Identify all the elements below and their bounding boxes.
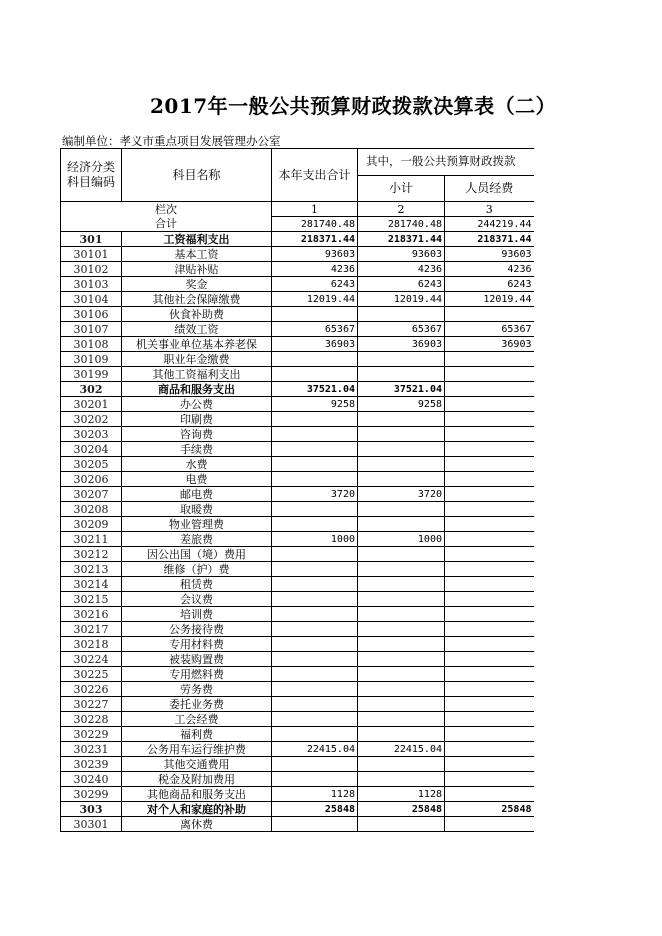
row-personnel bbox=[445, 637, 534, 652]
row-personnel: 36903 bbox=[445, 337, 534, 352]
row-personnel bbox=[445, 427, 534, 442]
row-personnel bbox=[445, 502, 534, 517]
row-total: 1128 bbox=[272, 787, 358, 802]
row-name: 其他工资福利支出 bbox=[122, 367, 272, 382]
row-code: 30212 bbox=[61, 547, 122, 562]
table-row bbox=[61, 352, 534, 367]
row-name: 机关事业单位基本养老保 bbox=[122, 337, 272, 352]
row-code: 30224 bbox=[61, 652, 122, 667]
row-code: 30229 bbox=[61, 727, 122, 742]
row-total bbox=[272, 622, 358, 637]
row-personnel bbox=[445, 307, 534, 322]
row-total: 9258 bbox=[272, 397, 358, 412]
index-label: 栏次 bbox=[61, 202, 272, 217]
row-total: 25848 bbox=[272, 802, 358, 817]
row-name: 取暖费 bbox=[122, 502, 272, 517]
row-personnel: 4236 bbox=[445, 262, 534, 277]
row-personnel bbox=[445, 757, 534, 772]
row-personnel bbox=[445, 817, 534, 832]
row-name: 基本工资 bbox=[122, 247, 272, 262]
row-subtotal bbox=[358, 637, 445, 652]
row-subtotal: 9258 bbox=[358, 397, 445, 412]
report-title: 2017年一般公共预算财政拨款决算表（二） bbox=[150, 94, 557, 118]
row-subtotal bbox=[358, 757, 445, 772]
table-row bbox=[61, 667, 534, 682]
row-personnel bbox=[445, 667, 534, 682]
header-personnel: 人员经费 bbox=[445, 175, 534, 202]
table-row bbox=[61, 337, 534, 352]
row-code: 302 bbox=[61, 382, 122, 397]
row-personnel bbox=[445, 682, 534, 697]
table-row bbox=[61, 247, 534, 262]
index-col-3: 3 bbox=[445, 202, 534, 217]
table-row bbox=[61, 502, 534, 517]
row-code: 30202 bbox=[61, 412, 122, 427]
row-total bbox=[272, 712, 358, 727]
table-row bbox=[61, 787, 534, 802]
row-name: 专用燃料费 bbox=[122, 667, 272, 682]
row-code: 30209 bbox=[61, 517, 122, 532]
row-total bbox=[272, 547, 358, 562]
row-code: 30217 bbox=[61, 622, 122, 637]
row-personnel bbox=[445, 697, 534, 712]
row-subtotal bbox=[358, 457, 445, 472]
row-total bbox=[272, 817, 358, 832]
row-total bbox=[272, 757, 358, 772]
table-row bbox=[61, 367, 534, 382]
row-name: 职业年金缴费 bbox=[122, 352, 272, 367]
row-personnel bbox=[445, 532, 534, 547]
row-personnel bbox=[445, 592, 534, 607]
row-personnel bbox=[445, 412, 534, 427]
row-subtotal bbox=[358, 502, 445, 517]
row-personnel bbox=[445, 772, 534, 787]
row-subtotal: 25848 bbox=[358, 802, 445, 817]
row-subtotal bbox=[358, 697, 445, 712]
row-subtotal bbox=[358, 712, 445, 727]
row-subtotal bbox=[358, 427, 445, 442]
table-row bbox=[61, 487, 534, 502]
row-code: 30106 bbox=[61, 307, 122, 322]
row-subtotal bbox=[358, 472, 445, 487]
row-name: 税金及附加费用 bbox=[122, 772, 272, 787]
table-row bbox=[61, 607, 534, 622]
row-name: 津贴补贴 bbox=[122, 262, 272, 277]
table-row bbox=[61, 652, 534, 667]
row-code: 30104 bbox=[61, 292, 122, 307]
row-code: 30215 bbox=[61, 592, 122, 607]
header-row-1 bbox=[61, 149, 534, 176]
row-subtotal bbox=[358, 412, 445, 427]
row-personnel bbox=[445, 727, 534, 742]
row-subtotal: 4236 bbox=[358, 262, 445, 277]
sum-subtotal: 281740.48 bbox=[358, 217, 445, 232]
row-personnel: 6243 bbox=[445, 277, 534, 292]
header-group: 其中，一般公共预算财政拨款 bbox=[358, 149, 534, 176]
row-code: 30103 bbox=[61, 277, 122, 292]
row-total: 1000 bbox=[272, 532, 358, 547]
row-code: 30225 bbox=[61, 667, 122, 682]
row-subtotal bbox=[358, 682, 445, 697]
row-subtotal: 1000 bbox=[358, 532, 445, 547]
row-personnel bbox=[445, 367, 534, 382]
header-subtotal: 小计 bbox=[358, 175, 445, 202]
row-total bbox=[272, 352, 358, 367]
row-subtotal bbox=[358, 667, 445, 682]
row-name: 离休费 bbox=[122, 817, 272, 832]
row-code: 30205 bbox=[61, 457, 122, 472]
index-row bbox=[61, 202, 534, 217]
sum-row bbox=[61, 217, 534, 232]
row-total: 12019.44 bbox=[272, 292, 358, 307]
table-row bbox=[61, 427, 534, 442]
row-total: 36903 bbox=[272, 337, 358, 352]
row-personnel bbox=[445, 622, 534, 637]
row-code: 30207 bbox=[61, 487, 122, 502]
table-row bbox=[61, 292, 534, 307]
index-col-2: 2 bbox=[358, 202, 445, 217]
row-code: 30203 bbox=[61, 427, 122, 442]
sum-personnel: 244219.44 bbox=[445, 217, 534, 232]
table-row bbox=[61, 547, 534, 562]
row-code: 30109 bbox=[61, 352, 122, 367]
row-code: 301 bbox=[61, 232, 122, 247]
row-name: 维修（护）费 bbox=[122, 562, 272, 577]
row-name: 劳务费 bbox=[122, 682, 272, 697]
row-subtotal: 37521.04 bbox=[358, 382, 445, 397]
header-code: 经济分类 科目编码 bbox=[61, 149, 122, 202]
row-code: 30218 bbox=[61, 637, 122, 652]
table-row bbox=[61, 637, 534, 652]
row-personnel bbox=[445, 382, 534, 397]
row-total bbox=[272, 652, 358, 667]
table-row bbox=[61, 682, 534, 697]
row-subtotal bbox=[358, 772, 445, 787]
row-total bbox=[272, 772, 358, 787]
row-code: 30240 bbox=[61, 772, 122, 787]
table-row bbox=[61, 277, 534, 292]
row-name: 福利费 bbox=[122, 727, 272, 742]
row-total: 6243 bbox=[272, 277, 358, 292]
row-name: 专用材料费 bbox=[122, 637, 272, 652]
row-code: 30231 bbox=[61, 742, 122, 757]
row-personnel: 65367 bbox=[445, 322, 534, 337]
row-total bbox=[272, 307, 358, 322]
row-name: 因公出国（境）费用 bbox=[122, 547, 272, 562]
row-total bbox=[272, 607, 358, 622]
row-total bbox=[272, 727, 358, 742]
row-personnel bbox=[445, 787, 534, 802]
row-personnel bbox=[445, 577, 534, 592]
row-code: 30226 bbox=[61, 682, 122, 697]
row-name: 水费 bbox=[122, 457, 272, 472]
row-personnel bbox=[445, 442, 534, 457]
table-row bbox=[61, 697, 534, 712]
table-row bbox=[61, 472, 534, 487]
row-subtotal: 22415.04 bbox=[358, 742, 445, 757]
table-row bbox=[61, 757, 534, 772]
row-code: 30214 bbox=[61, 577, 122, 592]
row-name: 绩效工资 bbox=[122, 322, 272, 337]
row-name: 其他商品和服务支出 bbox=[122, 787, 272, 802]
row-personnel bbox=[445, 547, 534, 562]
row-subtotal bbox=[358, 607, 445, 622]
row-total bbox=[272, 502, 358, 517]
row-subtotal bbox=[358, 307, 445, 322]
row-subtotal: 36903 bbox=[358, 337, 445, 352]
row-subtotal bbox=[358, 592, 445, 607]
row-subtotal bbox=[358, 517, 445, 532]
table-row bbox=[61, 322, 534, 337]
row-code: 30201 bbox=[61, 397, 122, 412]
table-row bbox=[61, 772, 534, 787]
row-name: 其他交通费用 bbox=[122, 757, 272, 772]
row-name: 会议费 bbox=[122, 592, 272, 607]
row-personnel bbox=[445, 397, 534, 412]
row-name: 公务接待费 bbox=[122, 622, 272, 637]
row-code: 30102 bbox=[61, 262, 122, 277]
row-subtotal bbox=[358, 562, 445, 577]
row-name: 商品和服务支出 bbox=[122, 382, 272, 397]
row-code: 30299 bbox=[61, 787, 122, 802]
row-code: 30239 bbox=[61, 757, 122, 772]
row-subtotal: 6243 bbox=[358, 277, 445, 292]
row-name: 伙食补助费 bbox=[122, 307, 272, 322]
row-total: 93603 bbox=[272, 247, 358, 262]
row-subtotal bbox=[358, 622, 445, 637]
sum-label: 合计 bbox=[61, 217, 272, 232]
row-name: 邮电费 bbox=[122, 487, 272, 502]
row-personnel bbox=[445, 472, 534, 487]
row-total bbox=[272, 472, 358, 487]
row-total bbox=[272, 457, 358, 472]
row-subtotal bbox=[358, 652, 445, 667]
row-personnel: 12019.44 bbox=[445, 292, 534, 307]
table-row bbox=[61, 442, 534, 457]
row-code: 30227 bbox=[61, 697, 122, 712]
row-total: 4236 bbox=[272, 262, 358, 277]
row-name: 培训费 bbox=[122, 607, 272, 622]
table-row bbox=[61, 382, 534, 397]
row-subtotal bbox=[358, 577, 445, 592]
row-total bbox=[272, 697, 358, 712]
row-name: 办公费 bbox=[122, 397, 272, 412]
row-total bbox=[272, 427, 358, 442]
row-personnel bbox=[445, 607, 534, 622]
row-subtotal bbox=[358, 352, 445, 367]
table-row bbox=[61, 457, 534, 472]
row-name: 公务用车运行维护费 bbox=[122, 742, 272, 757]
row-total: 37521.04 bbox=[272, 382, 358, 397]
table-row bbox=[61, 397, 534, 412]
table-row bbox=[61, 727, 534, 742]
row-total: 65367 bbox=[272, 322, 358, 337]
row-code: 30213 bbox=[61, 562, 122, 577]
row-name: 被装购置费 bbox=[122, 652, 272, 667]
compiling-unit-label: 编制单位：孝义市重点项目发展管理办公室 bbox=[62, 134, 281, 148]
table-row bbox=[61, 412, 534, 427]
budget-table bbox=[60, 148, 534, 832]
row-personnel bbox=[445, 712, 534, 727]
row-personnel bbox=[445, 487, 534, 502]
row-personnel: 218371.44 bbox=[445, 232, 534, 247]
table-row bbox=[61, 262, 534, 277]
row-name: 委托业务费 bbox=[122, 697, 272, 712]
row-subtotal bbox=[358, 367, 445, 382]
row-name: 手续费 bbox=[122, 442, 272, 457]
row-code: 30216 bbox=[61, 607, 122, 622]
row-personnel: 25848 bbox=[445, 802, 534, 817]
header-total: 本年支出合计 bbox=[272, 149, 358, 202]
table-row bbox=[61, 742, 534, 757]
row-total bbox=[272, 517, 358, 532]
row-name: 物业管理费 bbox=[122, 517, 272, 532]
row-code: 30206 bbox=[61, 472, 122, 487]
row-subtotal bbox=[358, 817, 445, 832]
row-code: 30107 bbox=[61, 322, 122, 337]
row-total bbox=[272, 637, 358, 652]
row-subtotal: 1128 bbox=[358, 787, 445, 802]
row-code: 30199 bbox=[61, 367, 122, 382]
row-code: 30301 bbox=[61, 817, 122, 832]
row-subtotal: 12019.44 bbox=[358, 292, 445, 307]
table-row bbox=[61, 562, 534, 577]
row-personnel bbox=[445, 652, 534, 667]
row-code: 30101 bbox=[61, 247, 122, 262]
row-subtotal: 218371.44 bbox=[358, 232, 445, 247]
row-name: 工会经费 bbox=[122, 712, 272, 727]
table-row bbox=[61, 307, 534, 322]
row-total bbox=[272, 562, 358, 577]
table-row bbox=[61, 802, 534, 817]
row-personnel bbox=[445, 457, 534, 472]
row-personnel bbox=[445, 742, 534, 757]
row-name: 印刷费 bbox=[122, 412, 272, 427]
row-code: 30108 bbox=[61, 337, 122, 352]
table-row bbox=[61, 577, 534, 592]
row-name: 奖金 bbox=[122, 277, 272, 292]
row-subtotal: 93603 bbox=[358, 247, 445, 262]
row-code: 30204 bbox=[61, 442, 122, 457]
row-total bbox=[272, 577, 358, 592]
sum-total: 281740.48 bbox=[272, 217, 358, 232]
row-code: 30228 bbox=[61, 712, 122, 727]
row-code: 303 bbox=[61, 802, 122, 817]
row-code: 30208 bbox=[61, 502, 122, 517]
row-total bbox=[272, 667, 358, 682]
row-subtotal bbox=[358, 727, 445, 742]
row-name: 差旅费 bbox=[122, 532, 272, 547]
row-total: 3720 bbox=[272, 487, 358, 502]
row-total bbox=[272, 592, 358, 607]
table-row bbox=[61, 232, 534, 247]
row-personnel bbox=[445, 562, 534, 577]
table-row bbox=[61, 532, 534, 547]
row-name: 咨询费 bbox=[122, 427, 272, 442]
row-personnel bbox=[445, 517, 534, 532]
row-subtotal: 3720 bbox=[358, 487, 445, 502]
row-subtotal bbox=[358, 547, 445, 562]
row-name: 电费 bbox=[122, 472, 272, 487]
row-personnel bbox=[445, 352, 534, 367]
row-name: 工资福利支出 bbox=[122, 232, 272, 247]
row-code: 30211 bbox=[61, 532, 122, 547]
row-total: 218371.44 bbox=[272, 232, 358, 247]
table-row bbox=[61, 622, 534, 637]
index-col-1: 1 bbox=[272, 202, 358, 217]
table-row bbox=[61, 592, 534, 607]
row-total bbox=[272, 442, 358, 457]
row-personnel: 93603 bbox=[445, 247, 534, 262]
header-name: 科目名称 bbox=[122, 149, 272, 202]
table-row bbox=[61, 817, 534, 832]
row-total bbox=[272, 412, 358, 427]
row-total: 22415.04 bbox=[272, 742, 358, 757]
row-subtotal bbox=[358, 442, 445, 457]
row-subtotal: 65367 bbox=[358, 322, 445, 337]
row-total bbox=[272, 682, 358, 697]
row-name: 对个人和家庭的补助 bbox=[122, 802, 272, 817]
row-name: 租赁费 bbox=[122, 577, 272, 592]
table-row bbox=[61, 712, 534, 727]
table-row bbox=[61, 517, 534, 532]
row-name: 其他社会保障缴费 bbox=[122, 292, 272, 307]
row-total bbox=[272, 367, 358, 382]
